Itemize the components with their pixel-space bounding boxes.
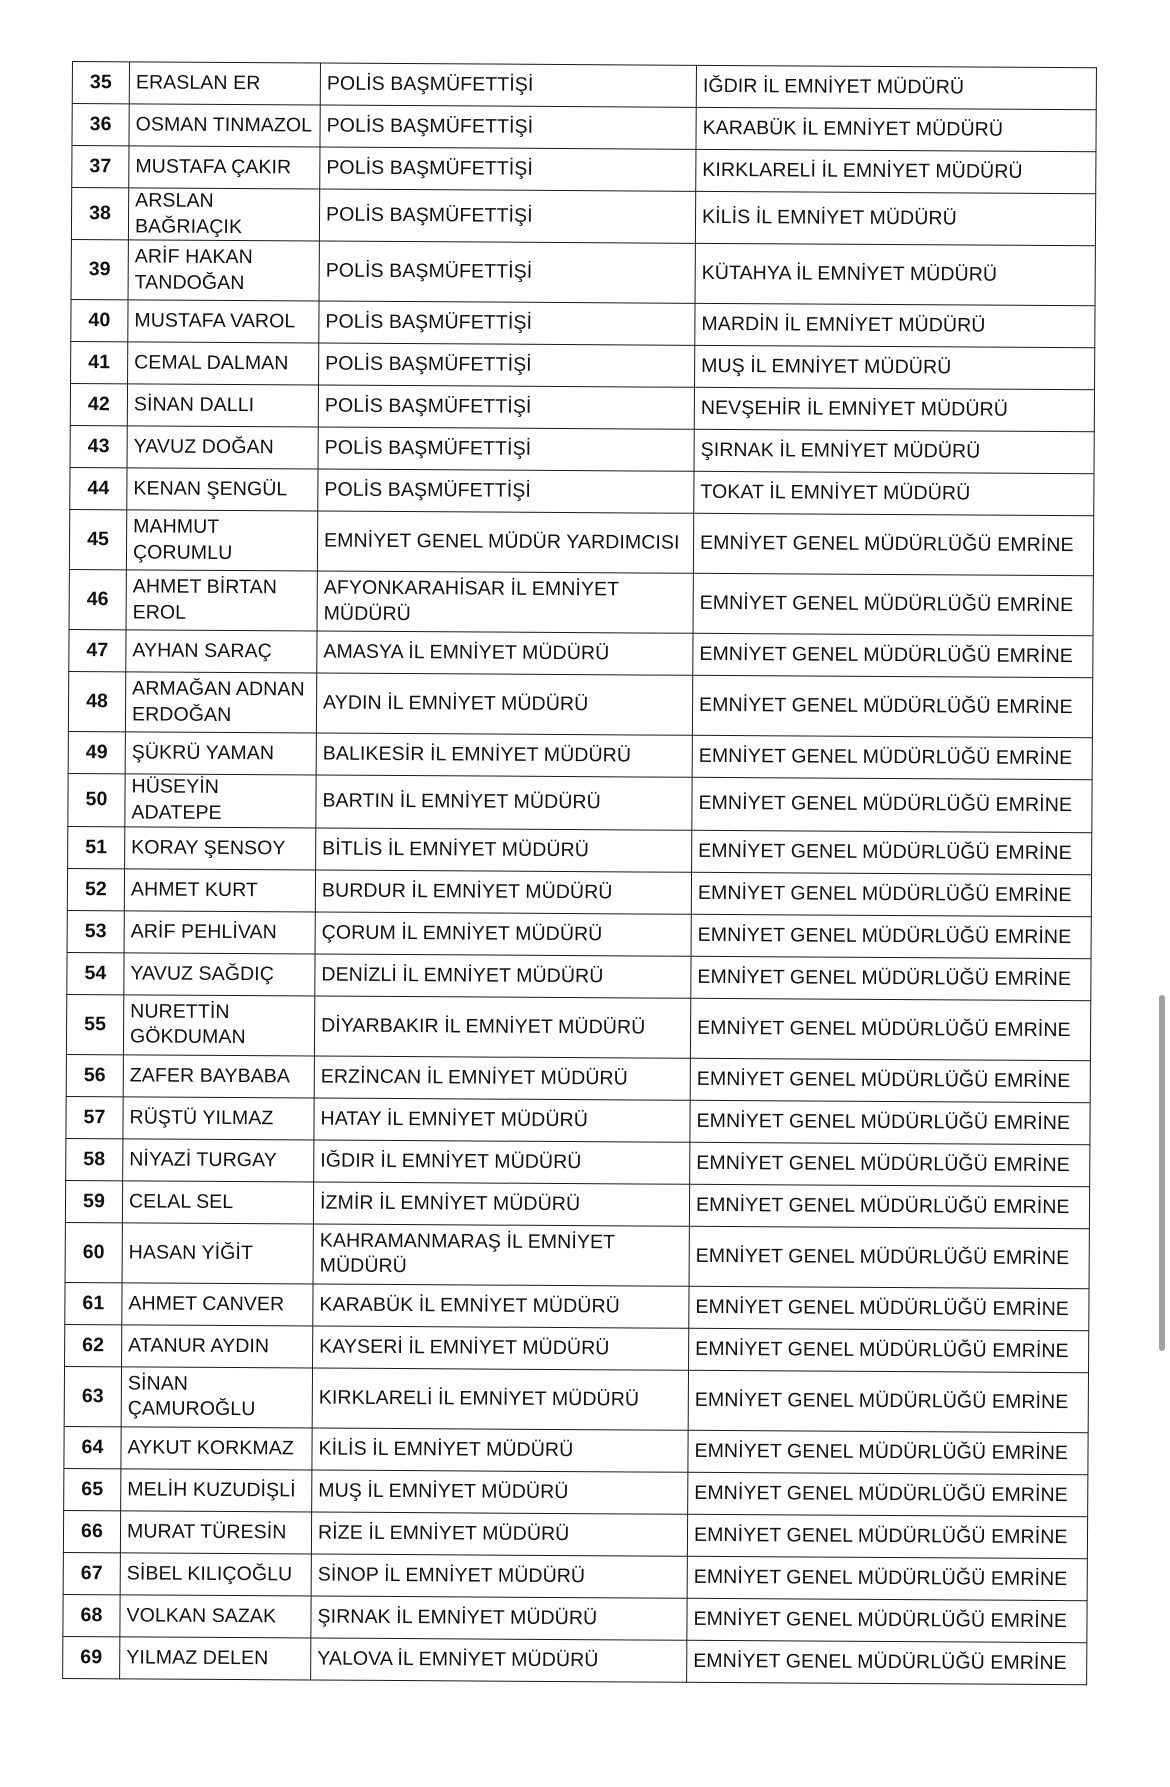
row-number: 59 [65,1180,122,1222]
new-assignment: EMNİYET GENEL MÜDÜRLÜĞÜ EMRİNE [692,736,1092,780]
person-name: MELİH KUZUDİŞLİ [121,1469,312,1512]
row-number: 40 [71,300,128,342]
table-row [66,1138,1090,1186]
current-position: POLİS BAŞMÜFETTİŞİ [320,147,696,191]
current-position: DENİZLİ İL EMNİYET MÜDÜRÜ [315,954,691,998]
table-row [70,384,1094,432]
new-assignment: ŞIRNAK İL EMNİYET MÜDÜRÜ [694,430,1094,474]
person-name: ARİF HAKAN TANDOĞAN [128,240,319,301]
person-name: YILMAZ DELEN [120,1637,311,1680]
current-position: KAHRAMANMARAŞ İL EMNİYET MÜDÜRÜ [313,1224,689,1286]
new-assignment: EMNİYET GENEL MÜDÜRLÜĞÜ EMRİNE [689,1226,1089,1288]
table-row [70,426,1094,474]
new-assignment: EMNİYET GENEL MÜDÜRLÜĞÜ EMRİNE [691,872,1091,916]
person-name: ŞÜKRÜ YAMAN [125,732,316,775]
current-position: ERZİNCAN İL EMNİYET MÜDÜRÜ [314,1056,690,1100]
table-row [66,1054,1090,1102]
current-position: ÇORUM İL EMNİYET MÜDÜRÜ [315,912,691,956]
row-number: 39 [71,240,128,300]
table-row [63,1636,1087,1684]
row-number: 45 [69,510,126,570]
person-name: YAVUZ SAĞDIÇ [124,953,315,996]
person-name: AYKUT KORKMAZ [121,1427,312,1470]
person-name: ZAFER BAYBABA [123,1055,314,1098]
table-row [69,570,1093,636]
table-row [68,672,1092,738]
row-number: 49 [68,732,125,774]
table-row [68,732,1092,780]
row-number: 65 [64,1468,121,1510]
row-number: 56 [66,1054,123,1096]
current-position: POLİS BAŞMÜFETTİŞİ [319,241,695,303]
new-assignment: EMNİYET GENEL MÜDÜRLÜĞÜ EMRİNE [687,1514,1087,1558]
row-number: 42 [70,384,127,426]
person-name: AHMET CANVER [122,1283,313,1326]
row-number: 54 [67,952,124,994]
new-assignment: EMNİYET GENEL MÜDÜRLÜĞÜ EMRİNE [691,956,1091,1000]
current-position: KARABÜK İL EMNİYET MÜDÜRÜ [313,1284,689,1328]
person-name: MURAT TÜRESİN [120,1511,311,1554]
row-number: 37 [72,146,129,188]
table-row [72,104,1096,152]
person-name: HASAN YİĞİT [122,1223,313,1284]
person-name: MUSTAFA ÇAKIR [129,146,320,189]
new-assignment: EMNİYET GENEL MÜDÜRLÜĞÜ EMRİNE [693,514,1093,576]
new-assignment: KIRKLARELİ İL EMNİYET MÜDÜRÜ [696,149,1096,193]
row-number: 41 [71,342,128,384]
new-assignment: EMNİYET GENEL MÜDÜRLÜĞÜ EMRİNE [690,998,1090,1060]
new-assignment: MARDİN İL EMNİYET MÜDÜRÜ [695,304,1095,348]
new-assignment: EMNİYET GENEL MÜDÜRLÜĞÜ EMRİNE [687,1640,1087,1684]
current-position: KIRKLARELİ İL EMNİYET MÜDÜRÜ [312,1368,688,1430]
person-name: ERASLAN ER [129,62,320,105]
table-body [63,62,1097,1685]
row-number: 38 [71,188,128,241]
row-number: 61 [65,1282,122,1324]
person-name: SİNAN DALLI [127,384,318,427]
table-row [63,1552,1087,1600]
current-position: POLİS BAŞMÜFETTİŞİ [319,189,695,244]
current-position: POLİS BAŞMÜFETTİŞİ [319,343,695,387]
row-number: 47 [69,630,126,672]
table-row [65,1180,1089,1228]
table-row [66,1096,1090,1144]
person-name: AHMET BİRTAN EROL [126,570,317,631]
new-assignment: NEVŞEHİR İL EMNİYET MÜDÜRÜ [694,388,1094,432]
person-name: RÜŞTÜ YILMAZ [123,1097,314,1140]
row-number: 62 [65,1324,122,1366]
new-assignment: EMNİYET GENEL MÜDÜRLÜĞÜ EMRİNE [688,1472,1088,1516]
current-position: POLİS BAŞMÜFETTİŞİ [318,427,694,471]
current-position: İZMİR İL EMNİYET MÜDÜRÜ [313,1182,689,1226]
current-position: POLİS BAŞMÜFETTİŞİ [318,385,694,429]
current-position: AYDIN İL EMNİYET MÜDÜRÜ [316,673,692,735]
current-position: POLİS BAŞMÜFETTİŞİ [319,301,695,345]
new-assignment: EMNİYET GENEL MÜDÜRLÜĞÜ EMRİNE [687,1598,1087,1642]
table-row [65,1222,1089,1288]
person-name: CELAL SEL [122,1181,313,1224]
table-row [67,952,1091,1000]
row-number: 58 [66,1138,123,1180]
current-position: BURDUR İL EMNİYET MÜDÜRÜ [315,870,691,914]
current-position: EMNİYET GENEL MÜDÜR YARDIMCISI [317,511,693,573]
row-number: 44 [70,468,127,510]
new-assignment: EMNİYET GENEL MÜDÜRLÜĞÜ EMRİNE [693,574,1093,636]
new-assignment: EMNİYET GENEL MÜDÜRLÜĞÜ EMRİNE [691,914,1091,958]
current-position: POLİS BAŞMÜFETTİŞİ [320,105,696,149]
person-name: NİYAZİ TURGAY [123,1139,314,1182]
appointments-table [62,61,1097,1685]
current-position: HATAY İL EMNİYET MÜDÜRÜ [314,1098,690,1142]
new-assignment: EMNİYET GENEL MÜDÜRLÜĞÜ EMRİNE [690,1058,1090,1102]
row-number: 52 [67,868,124,910]
row-number: 60 [65,1222,122,1282]
new-assignment: EMNİYET GENEL MÜDÜRLÜĞÜ EMRİNE [690,1100,1090,1144]
current-position: YALOVA İL EMNİYET MÜDÜRÜ [311,1638,687,1682]
current-position: MUŞ İL EMNİYET MÜDÜRÜ [312,1470,688,1514]
new-assignment: EMNİYET GENEL MÜDÜRLÜĞÜ EMRİNE [690,1142,1090,1186]
person-name: MAHMUT ÇORUMLU [126,510,317,571]
current-position: RİZE İL EMNİYET MÜDÜRÜ [311,1512,687,1556]
new-assignment: KÜTAHYA İL EMNİYET MÜDÜRÜ [695,244,1095,306]
table-row [64,1468,1088,1516]
person-name: SİNAN ÇAMUROĞLU [121,1367,312,1428]
row-number: 66 [63,1510,120,1552]
table-row [65,1324,1089,1372]
table-row [64,1366,1088,1432]
vertical-scrollbar[interactable] [1156,0,1170,1787]
table-row [71,188,1095,247]
new-assignment: MUŞ İL EMNİYET MÜDÜRÜ [695,346,1095,390]
person-name: VOLKAN SAZAK [120,1595,311,1638]
table-row [71,342,1095,390]
person-name: OSMAN TINMAZOL [129,104,320,147]
table-row [63,1510,1087,1558]
table-row [72,146,1096,194]
new-assignment: EMNİYET GENEL MÜDÜRLÜĞÜ EMRİNE [689,1286,1089,1330]
new-assignment: EMNİYET GENEL MÜDÜRLÜĞÜ EMRİNE [693,634,1093,678]
current-position: POLİS BAŞMÜFETTİŞİ [318,469,694,513]
row-number: 43 [70,426,127,468]
person-name: ARMAĞAN ADNAN ERDOĞAN [125,672,316,733]
table-row [71,240,1095,306]
table-row [69,630,1093,678]
table-row [67,910,1091,958]
table-row [68,774,1092,833]
table-row [70,468,1094,516]
table-row [66,994,1090,1060]
table-row [72,62,1096,110]
current-position: BARTIN İL EMNİYET MÜDÜRÜ [316,775,692,830]
row-number: 57 [66,1096,123,1138]
table-row [65,1282,1089,1330]
person-name: MUSTAFA VAROL [128,300,319,343]
row-number: 69 [63,1636,120,1678]
person-name: HÜSEYİN ADATEPE [125,774,316,828]
person-name: NURETTİN GÖKDUMAN [123,995,314,1056]
person-name: ATANUR AYDIN [122,1325,313,1368]
table-row [63,1594,1087,1642]
new-assignment: EMNİYET GENEL MÜDÜRLÜĞÜ EMRİNE [689,1328,1089,1372]
person-name: KORAY ŞENSOY [125,827,316,870]
new-assignment: IĞDIR İL EMNİYET MÜDÜRÜ [696,65,1096,109]
scrollbar-thumb[interactable] [1159,995,1165,1351]
row-number: 64 [64,1426,121,1468]
table-row [64,1426,1088,1474]
current-position: ŞIRNAK İL EMNİYET MÜDÜRÜ [311,1596,687,1640]
person-name: SİBEL KILIÇOĞLU [120,1553,311,1596]
current-position: IĞDIR İL EMNİYET MÜDÜRÜ [314,1140,690,1184]
row-number: 63 [64,1366,121,1426]
current-position: DİYARBAKIR İL EMNİYET MÜDÜRÜ [314,996,690,1058]
new-assignment: KARABÜK İL EMNİYET MÜDÜRÜ [696,107,1096,151]
new-assignment: KİLİS İL EMNİYET MÜDÜRÜ [695,191,1095,246]
current-position: KAYSERİ İL EMNİYET MÜDÜRÜ [313,1326,689,1370]
person-name: CEMAL DALMAN [128,342,319,385]
new-assignment: EMNİYET GENEL MÜDÜRLÜĞÜ EMRİNE [687,1556,1087,1600]
row-number: 48 [68,672,125,732]
row-number: 35 [72,62,129,104]
new-assignment: EMNİYET GENEL MÜDÜRLÜĞÜ EMRİNE [689,1184,1089,1228]
person-name: KENAN ŞENGÜL [127,468,318,511]
row-number: 67 [63,1552,120,1594]
current-position: KİLİS İL EMNİYET MÜDÜRÜ [312,1428,688,1472]
new-assignment: TOKAT İL EMNİYET MÜDÜRÜ [694,472,1094,516]
row-number: 53 [67,910,124,952]
person-name: AYHAN SARAÇ [126,630,317,673]
row-number: 46 [69,570,126,630]
person-name: AHMET KURT [124,869,315,912]
table-row [68,826,1092,874]
current-position: BİTLİS İL EMNİYET MÜDÜRÜ [316,828,692,872]
person-name: ARSLAN BAĞRIAÇIK [128,188,319,242]
current-position: BALIKESİR İL EMNİYET MÜDÜRÜ [316,733,692,777]
new-assignment: EMNİYET GENEL MÜDÜRLÜĞÜ EMRİNE [688,1370,1088,1432]
new-assignment: EMNİYET GENEL MÜDÜRLÜĞÜ EMRİNE [692,830,1092,874]
person-name: YAVUZ DOĞAN [127,426,318,469]
table-row [69,510,1093,576]
new-assignment: EMNİYET GENEL MÜDÜRLÜĞÜ EMRİNE [692,676,1092,738]
row-number: 68 [63,1594,120,1636]
current-position: AFYONKARAHİSAR İL EMNİYET MÜDÜRÜ [317,571,693,633]
current-position: POLİS BAŞMÜFETTİŞİ [320,63,696,107]
current-position: SİNOP İL EMNİYET MÜDÜRÜ [311,1554,687,1598]
new-assignment: EMNİYET GENEL MÜDÜRLÜĞÜ EMRİNE [688,1430,1088,1474]
row-number: 36 [72,104,129,146]
new-assignment: EMNİYET GENEL MÜDÜRLÜĞÜ EMRİNE [692,778,1092,833]
table-row [67,868,1091,916]
row-number: 50 [68,774,125,827]
table-row [71,300,1095,348]
current-position: AMASYA İL EMNİYET MÜDÜRÜ [317,631,693,675]
person-name: ARİF PEHLİVAN [124,911,315,954]
row-number: 51 [68,826,125,868]
row-number: 55 [66,994,123,1054]
